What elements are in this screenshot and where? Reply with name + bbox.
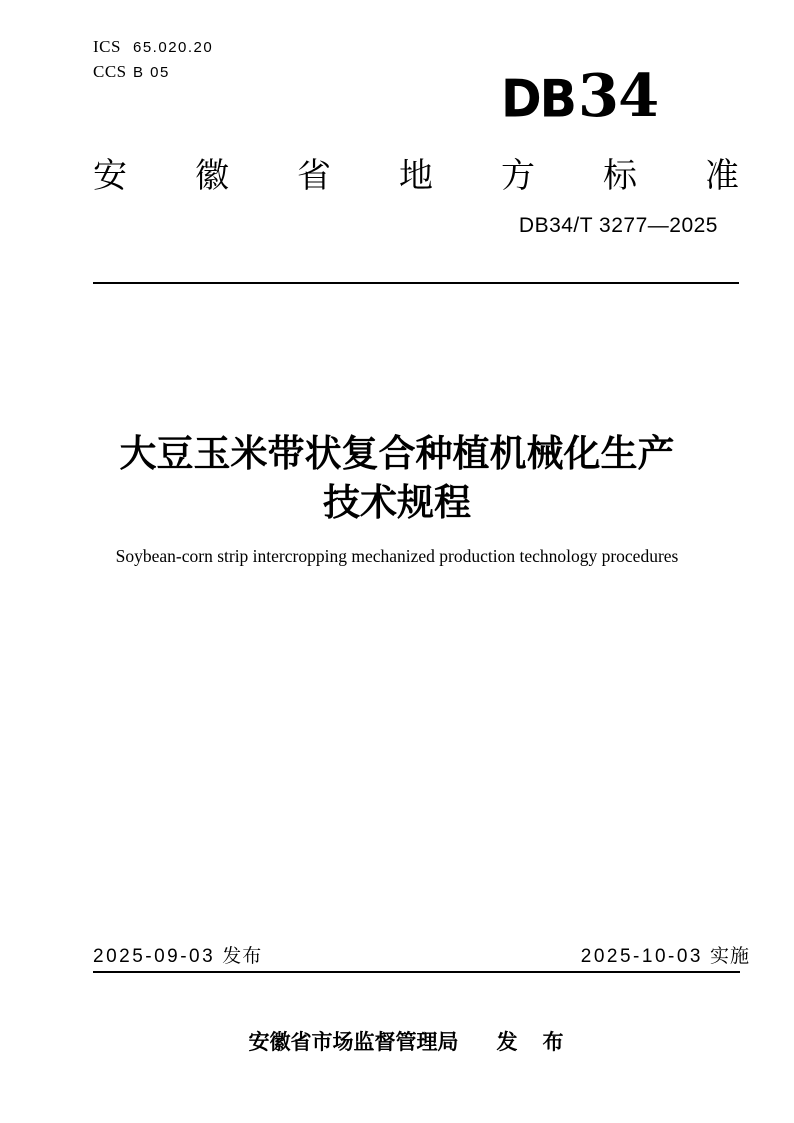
ics-label: ICS (93, 37, 121, 56)
publish-action-label: 发 布 (496, 1031, 566, 1054)
db34-logo-region-number: 34 (578, 61, 659, 130)
standard-number: DB34/T 3277—2025 (518, 214, 718, 237)
category-char: 准 (705, 157, 739, 195)
publisher-name: 安徽省市场监督管理局 (248, 1031, 459, 1054)
ccs-row (93, 62, 213, 82)
category-char: 方 (501, 157, 535, 195)
issue-date-label: 发布 (222, 946, 263, 967)
category-char: 地 (399, 157, 433, 195)
category-char: 安 (93, 157, 127, 195)
ccs-label: CCS (93, 62, 127, 81)
header-divider-line (93, 282, 739, 284)
ics-code: 65.020.20 (133, 39, 214, 56)
footer-divider-line (93, 971, 740, 973)
implement-date-label: 实施 (709, 946, 750, 967)
ccs-code: B 05 (133, 64, 170, 81)
document-title-zh (74, 429, 720, 527)
implement-date: 2025-10-03 (580, 946, 703, 967)
db34-logo (501, 61, 659, 130)
classification-codes (93, 37, 213, 87)
date-row (93, 941, 750, 968)
issue-date: 2025-09-03 (93, 946, 216, 967)
publisher-row (10, 1026, 794, 1056)
document-title-en: Soybean-corn strip intercropping mechanized production technology procedures (115, 546, 679, 566)
document-title-zh-line1: 大豆玉米带状复合种植机械化生产 (119, 433, 675, 474)
document-title-zh-line2: 技术规程 (323, 482, 471, 523)
db34-logo-prefix: DB (501, 68, 576, 130)
category-char: 徽 (195, 157, 229, 195)
category-char: 省 (297, 157, 331, 195)
implement-date-group (581, 941, 750, 968)
ics-row (93, 37, 213, 57)
issue-date-group (93, 941, 262, 968)
category-char: 标 (603, 157, 637, 195)
standard-category-title (93, 148, 739, 197)
